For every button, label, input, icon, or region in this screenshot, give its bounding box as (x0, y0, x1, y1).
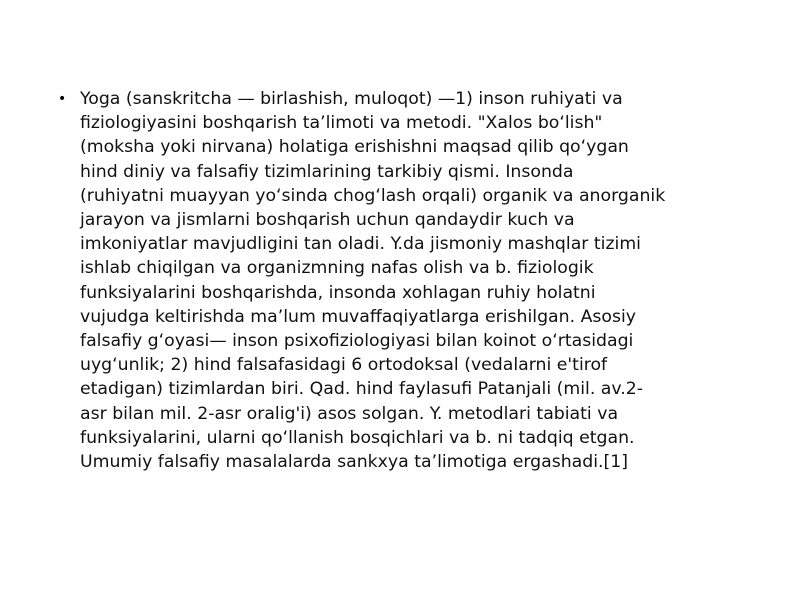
text-line: asr bilan mil. 2-asr oralig'i) asos solgan. Y. metodlari tabiati va (80, 403, 619, 424)
text-line: etadigan) tizimlardan biri. Qad. hind faylasufi Patanjali (mil. av.2- (80, 379, 644, 400)
text-line: (moksha yoki nirvana) holatiga erishishni maqsad qilib qoʻygan (80, 137, 629, 158)
bullet-item (58, 87, 748, 474)
bullet-icon: • (58, 91, 67, 107)
text-line: ishlab chiqilgan va organizmning nafas olish va b. fiziologik (80, 258, 594, 279)
text-line: Yoga (sanskritcha — birlashish, muloqot) —1) inson ruhiyati va (80, 89, 623, 109)
text-line: hind diniy va falsafiy tizimlarining tarkibiy qismi. Insonda (80, 161, 574, 182)
text-line: funksiyalarini, ularni qoʻllanish bosqichlari va b. ni tadqiq etgan. (80, 427, 635, 448)
text-line: Umumiy falsafiy masalalarda sankxya ta’limotiga ergashadi.[1] (80, 452, 628, 473)
text-line: (ruhiyatni muayyan yoʻsinda chogʻlash orqali) organik va anorganik (80, 185, 666, 206)
paragraph (80, 87, 748, 474)
text-line: fiziologiyasini boshqarish ta’limoti va metodi. "Xalos boʻlish" (80, 113, 603, 134)
text-line: imkoniyatlar mavjudligini tan oladi. Y.da jismoniy mashqlar tizimi (80, 234, 641, 255)
text-line: uygʻunlik; 2) hind falsafasidagi 6 ortodoksal (vedalarni e'tirof (80, 355, 608, 376)
text-line: funksiyalarini boshqarishda, insonda xohlagan ruhiy holatni (80, 282, 596, 303)
text-line: falsafiy gʻoyasi— inson psixofiziologiyasi bilan koinot oʻrtasidagi (80, 331, 634, 352)
text-line: jarayon va jismlarni boshqarish uchun qandaydir kuch va (80, 210, 575, 231)
text-line: vujudga keltirishda ma’lum muvaffaqiyatlarga erishilgan. Asosiy (80, 306, 637, 327)
